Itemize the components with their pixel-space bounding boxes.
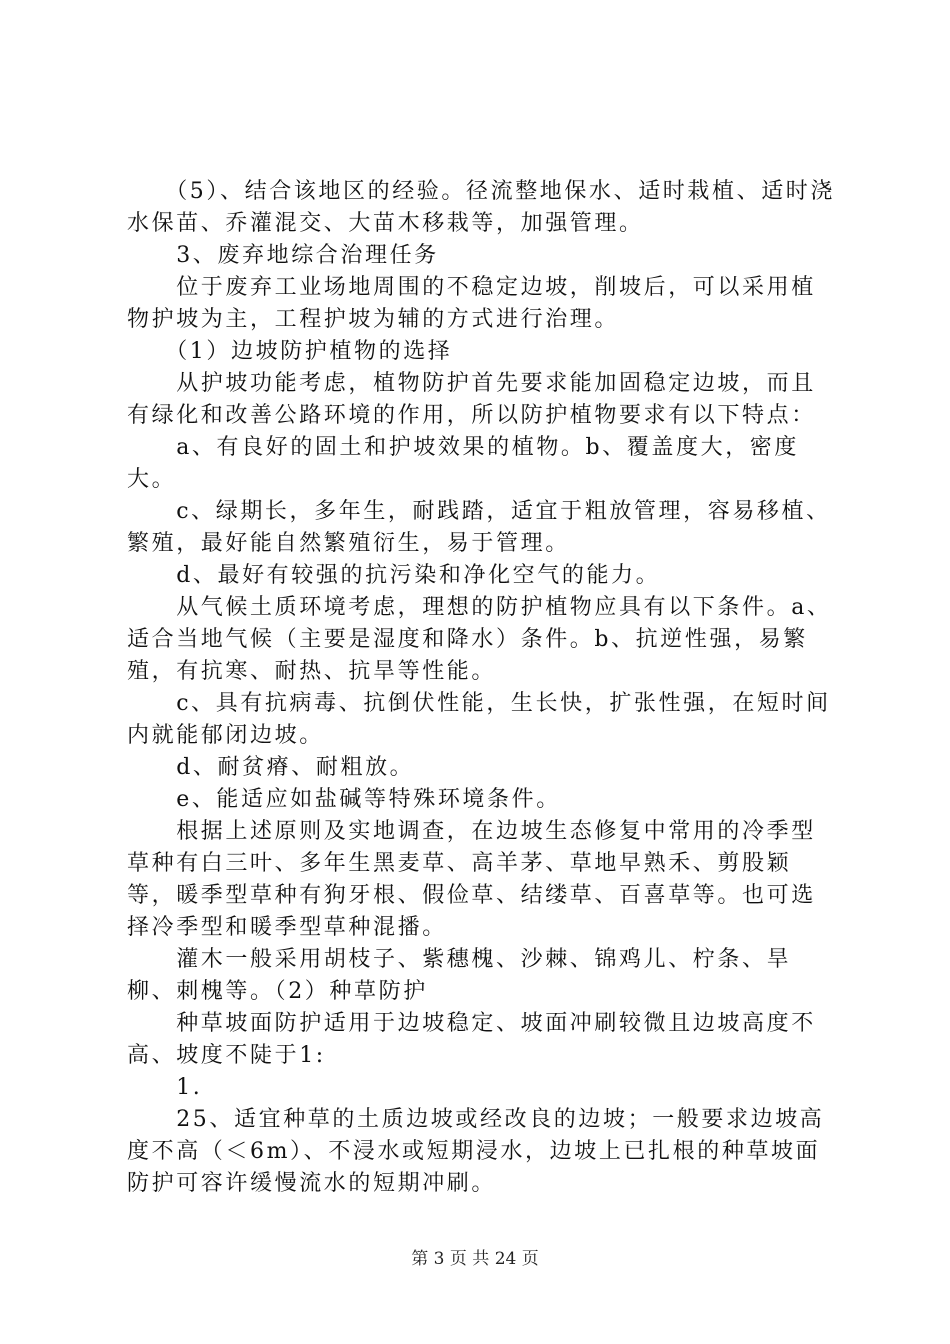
page-footer: 第 3 页 共 24 页 (411, 1249, 539, 1269)
paragraph-15: 种草坡面防护适用于边坡稳定、坡面冲刷较微且边坡高度不高、坡度不陡于1: (127, 1011, 816, 1068)
paragraph-14: 灌木一般采用胡枝子、紫穗槐、沙棘、锦鸡儿、柠条、旱柳、刺槐等。（2）种草防护 (127, 947, 792, 1004)
paragraph-6: a、有良好的固土和护坡效果的植物。b、覆盖度大，密度大。 (127, 435, 800, 492)
paragraph-1: （5）、结合该地区的经验。径流整地保水、适时栽植、适时浇水保苗、乔灌混交、大苗木移栽等，加强管理。 (127, 179, 835, 236)
paragraph-2: 3、废弃地综合治理任务 (127, 243, 439, 268)
paragraph-8: d、最好有较强的抗污染和净化空气的能力。 (127, 563, 661, 588)
paragraph-5: 从护坡功能考虑，植物防护首先要求能加固稳定边坡，而且有绿化和改善公路环境的作用，所以防护植物要求有以下特点： (127, 371, 816, 428)
paragraph-13: 根据上述原则及实地调查，在边坡生态修复中常用的冷季型草种有白三叶、多年生黑麦草、高羊茅、草地早熟禾、剪股颖等，暖季型草种有狗牙根、假俭草、结缕草、百喜草等。也可选择冷季型和暖季型草种混播。 (127, 819, 816, 940)
paragraph-9: 从气候土质环境考虑，理想的防护植物应具有以下条件。a、适合当地气候（主要是湿度和降水）条件。b、抗逆性强，易繁殖，有抗寒、耐热、抗旱等性能。 (127, 595, 832, 684)
document-body (127, 176, 835, 1200)
paragraph-4: （1）边坡防护植物的选择 (127, 339, 453, 364)
paragraph-7: c、绿期长，多年生，耐践踏，适宜于粗放管理，容易移植、繁殖，最好能自然繁殖衍生，易于管理。 (127, 499, 831, 556)
paragraph-11: d、耐贫瘠、耐粗放。 (127, 755, 415, 780)
paragraph-12: e、能适应如盐碱等特殊环境条件。 (127, 787, 561, 812)
paragraph-16: 1. (127, 1075, 203, 1100)
paragraph-10: c、具有抗病毒、抗倒伏性能，生长快，扩张性强，在短时间内就能郁闭边坡。 (127, 691, 831, 748)
paragraph-3: 位于废弃工业场地周围的不稳定边坡，削坡后，可以采用植物护坡为主，工程护坡为辅的方式进行治理。 (127, 275, 816, 332)
paragraph-17: 25、适宜种草的土质边坡或经改良的边坡；一般要求边坡高度不高（＜6m）、不浸水或短期浸水，边坡上已扎根的种草坡面防护可容许缓慢流水的短期冲刷。 (127, 1107, 825, 1196)
